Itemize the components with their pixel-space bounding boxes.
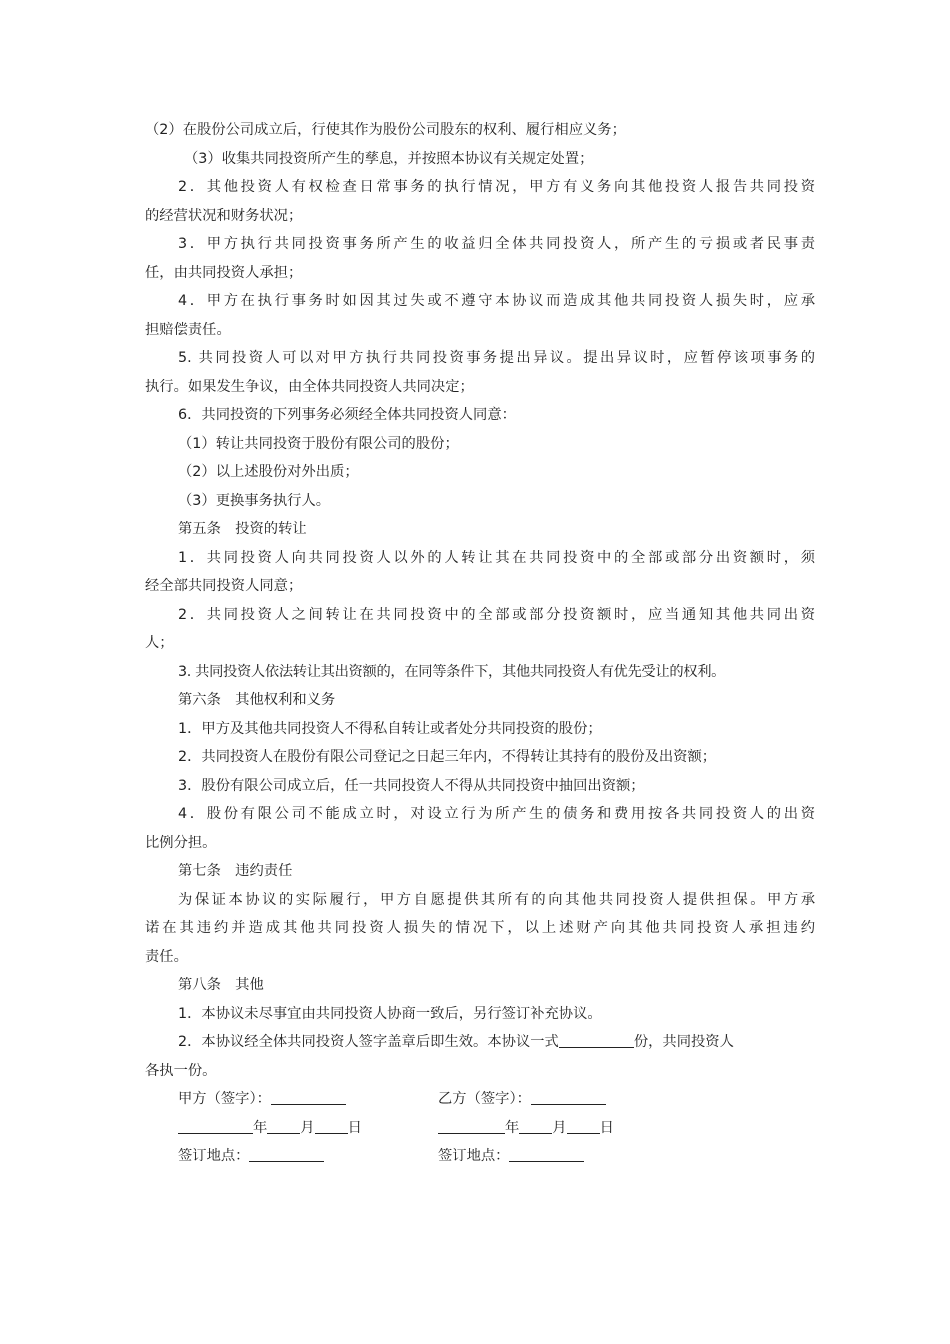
- text-line: 各执一份。: [145, 1062, 217, 1079]
- section-heading: 第八条 其他: [178, 977, 264, 993]
- party-a-signature: [178, 1085, 346, 1114]
- party-a-place: [178, 1142, 324, 1171]
- day-label: 日: [347, 1119, 362, 1136]
- year-blank: [178, 1117, 253, 1134]
- text-line: 4．股份有限公司不能成立时，对设立行为所产生的债务和费用按各共同投资人的出资: [178, 806, 815, 822]
- day-blank: [567, 1117, 600, 1134]
- text-line: 人；: [145, 635, 174, 651]
- text-line: 6．共同投资的下列事务必须经全体共同投资人同意：: [178, 407, 516, 423]
- text-line: 1．本协议未尽事宜由共同投资人协商一致后，另行签订补充协议。: [178, 1005, 602, 1022]
- month-label: 月: [552, 1119, 567, 1136]
- date-row: [145, 1114, 815, 1143]
- party-b-blank: [531, 1088, 606, 1105]
- party-b-place: [438, 1142, 584, 1171]
- text-line: （2）在股份公司成立后，行使其作为股份公司股东的权利、履行相应义务；: [145, 122, 626, 138]
- year-label: 年: [505, 1119, 520, 1136]
- text-line: （3）收集共同投资所产生的孳息，并按照本协议有关规定处置；: [184, 150, 594, 167]
- copies-blank: [559, 1031, 634, 1048]
- text-line: 2．共同投资人在股份有限公司登记之日起三年内，不得转让其持有的股份及出资额；: [178, 749, 717, 765]
- place-label: 签订地点：: [438, 1148, 510, 1164]
- party-a-blank: [271, 1088, 346, 1105]
- text-line: 2．共同投资人之间转让在共同投资中的全部或部分投资额时，应当通知其他共同出资: [178, 606, 815, 623]
- day-blank: [315, 1117, 348, 1134]
- month-blank: [519, 1117, 552, 1134]
- text-line: 3．甲方执行共同投资事务所产生的收益归全体共同投资人，所产生的亏损或者民事责: [178, 236, 815, 252]
- text-line: 5. 共同投资人可以对甲方执行共同投资事务提出异议。提出异议时，应暂停该项事务的: [178, 350, 815, 366]
- place-label: 签订地点：: [178, 1148, 250, 1164]
- text-line: 比例分担。: [145, 834, 217, 851]
- text-line: 的经营状况和财务状况；: [145, 207, 303, 224]
- text-line: 任，由共同投资人承担；: [145, 264, 303, 281]
- year-label: 年: [253, 1119, 268, 1136]
- text-line: （2）以上述股份对外出质；: [178, 464, 359, 480]
- year-blank: [438, 1117, 505, 1134]
- text-line: 4．甲方在执行事务时如因其过失或不遵守本协议而造成其他共同投资人损失时，应承: [178, 293, 815, 309]
- month-label: 月: [300, 1119, 315, 1136]
- signature-row: [145, 1085, 815, 1114]
- document-body: [145, 116, 815, 1171]
- section-heading: 第六条 其他权利和义务: [178, 692, 336, 708]
- party-a-label: 甲方（签字）：: [178, 1091, 271, 1107]
- text-line: 1．甲方及其他共同投资人不得私自转让或者处分共同投资的股份；: [178, 720, 602, 737]
- text-line: 经全部共同投资人同意；: [145, 578, 303, 594]
- clause-text: 份，共同投资人: [633, 1034, 734, 1050]
- section-heading: 第七条 违约责任: [178, 863, 293, 879]
- text-line: 执行。如果发生争议，由全体共同投资人共同决定；: [145, 378, 474, 395]
- text-line: （1）转让共同投资于股份有限公司的股份；: [178, 435, 459, 452]
- text-line: 3. 共同投资人依法转让其出资额的，在同等条件下，其他共同投资人有优先受让的权利。: [178, 663, 726, 680]
- party-b-date: [438, 1114, 614, 1143]
- text-line: （3）更换事务执行人。: [178, 492, 331, 509]
- day-label: 日: [599, 1119, 614, 1136]
- section-heading: 第五条 投资的转让: [178, 521, 307, 537]
- month-blank: [267, 1117, 300, 1134]
- text-line: 3．股份有限公司成立后，任一共同投资人不得从共同投资中抽回出资额；: [178, 777, 645, 794]
- party-b-label: 乙方（签字）：: [438, 1091, 531, 1107]
- text-line: [145, 1028, 815, 1057]
- text-line: 担赔偿责任。: [145, 321, 231, 338]
- text-line: 为保证本协议的实际履行，甲方自愿提供其所有的向其他共同投资人提供担保。甲方承: [178, 891, 815, 908]
- party-a-date: [178, 1114, 362, 1143]
- place-row: [145, 1142, 815, 1171]
- place-blank: [249, 1145, 324, 1162]
- clause-text: 2．本协议经全体共同投资人签字盖章后即生效。本协议一式: [178, 1034, 559, 1050]
- text-line: 2．其他投资人有权检查日常事务的执行情况，甲方有义务向其他投资人报告共同投资: [178, 179, 815, 195]
- text-line: 诺在其违约并造成其他共同投资人损失的情况下，以上述财产向其他共同投资人承担违约: [145, 920, 815, 936]
- text-line: 责任。: [145, 948, 188, 965]
- text-line: 1．共同投资人向共同投资人以外的人转让其在共同投资中的全部或部分出资额时，须: [178, 549, 815, 566]
- party-b-signature: [438, 1085, 606, 1114]
- place-blank: [509, 1145, 584, 1162]
